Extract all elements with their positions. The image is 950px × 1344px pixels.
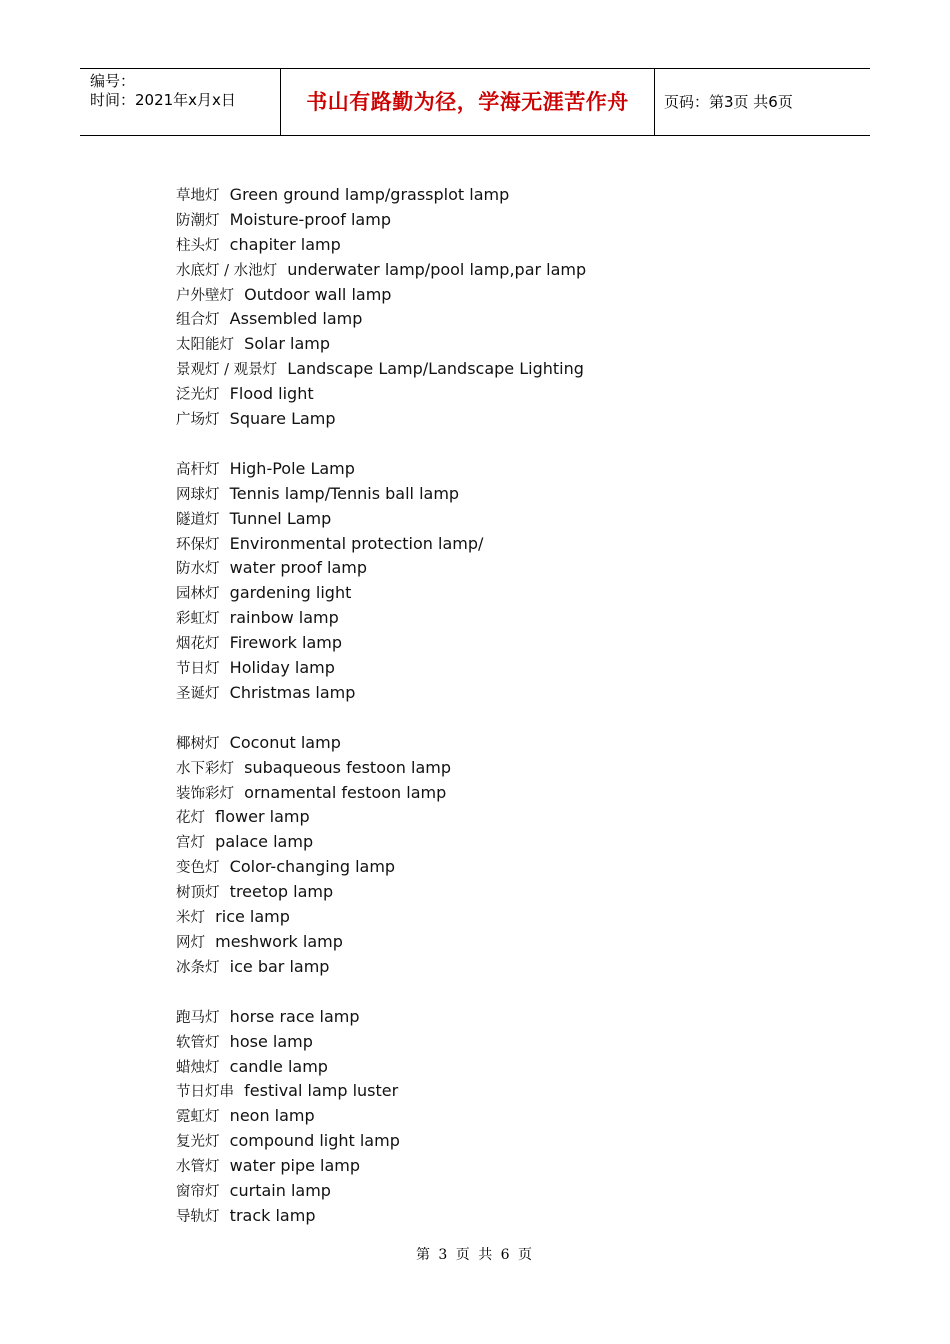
glossary-entry: [176, 357, 776, 382]
glossary-entry: [176, 581, 776, 606]
term-chinese: 节日灯: [176, 661, 220, 678]
glossary-entry: [176, 332, 776, 357]
term-chinese: 广场灯: [176, 412, 220, 429]
term-english: flower lamp: [215, 807, 310, 827]
term-chinese: 宫灯: [176, 835, 205, 852]
term-english: Firework lamp: [229, 633, 343, 653]
glossary-entry: [176, 731, 776, 756]
term-english: horse race lamp: [229, 1006, 360, 1026]
term-english: Assembled lamp: [229, 309, 363, 329]
term-english: Flood light: [229, 384, 314, 404]
glossary-entry: [176, 183, 776, 208]
page-footer: 第 3 页 共 6 页: [415, 1247, 535, 1263]
term-chinese: 椰树灯: [176, 735, 220, 752]
glossary-entry: [176, 1154, 776, 1179]
term-english: Tennis lamp/Tennis ball lamp: [229, 483, 460, 503]
term-english: Moisture-proof lamp: [229, 209, 391, 229]
glossary-entry: [176, 532, 776, 557]
term-english: treetop lamp: [229, 882, 334, 902]
term-chinese: 花灯: [176, 810, 205, 827]
term-english: meshwork lamp: [215, 931, 343, 951]
term-english: High-Pole Lamp: [229, 458, 355, 478]
header-motto: 书山有路勤为径，学海无涯苦作舟: [281, 69, 655, 135]
glossary-entry: [176, 1030, 776, 1055]
term-chinese: 户外壁灯: [176, 287, 234, 304]
term-chinese: 霓虹灯: [176, 1109, 220, 1126]
term-chinese: 窗帘灯: [176, 1183, 220, 1200]
term-chinese: 米灯: [176, 910, 205, 927]
glossary-entry: [176, 880, 776, 905]
glossary-entry: [176, 457, 776, 482]
term-chinese: 高杆灯: [176, 461, 220, 478]
glossary-entry: [176, 1005, 776, 1030]
glossary-entry: [176, 407, 776, 432]
term-chinese: 装饰彩灯: [176, 785, 234, 802]
term-english: ice bar lamp: [229, 956, 330, 976]
term-english: Environmental protection lamp/: [229, 533, 484, 553]
glossary-group: [176, 457, 776, 706]
term-english: curtain lamp: [229, 1180, 331, 1200]
term-chinese: 网球灯: [176, 486, 220, 503]
glossary-entry: [176, 1179, 776, 1204]
page-header: [80, 68, 870, 136]
term-english: chapiter lamp: [229, 234, 341, 254]
glossary-group: [176, 183, 776, 432]
term-english: gardening light: [229, 583, 352, 603]
glossary-entry: [176, 258, 776, 283]
term-chinese: 草地灯: [176, 188, 220, 204]
term-chinese: 软管灯: [176, 1034, 220, 1051]
term-chinese: 太阳能灯: [176, 337, 234, 354]
term-chinese: 网灯: [176, 934, 205, 951]
glossary-entry: [176, 781, 776, 806]
glossary-entry: [176, 631, 776, 656]
glossary-entry: [176, 805, 776, 830]
term-english: track lamp: [229, 1205, 316, 1225]
term-chinese: 树顶灯: [176, 885, 220, 902]
term-english: Solar lamp: [244, 334, 331, 354]
term-english: Green ground lamp/grassplot lamp: [229, 185, 510, 204]
term-chinese: 隧道灯: [176, 511, 220, 528]
term-chinese: 变色灯: [176, 860, 220, 877]
term-english: water proof lamp: [229, 558, 368, 578]
term-chinese: 彩虹灯: [176, 611, 220, 628]
term-english: rice lamp: [215, 907, 290, 927]
glossary-entry: [176, 507, 776, 532]
term-english: Color-changing lamp: [229, 857, 396, 877]
term-chinese: 环保灯: [176, 536, 220, 553]
term-chinese: 水下彩灯: [176, 760, 234, 777]
glossary-entry: [176, 208, 776, 233]
term-english: water pipe lamp: [229, 1156, 361, 1176]
glossary-entry: [176, 656, 776, 681]
glossary-entry: [176, 283, 776, 308]
glossary-entry: [176, 382, 776, 407]
term-english: ornamental festoon lamp: [244, 782, 447, 802]
term-chinese: 防潮灯: [176, 212, 220, 229]
term-chinese: 泛光灯: [176, 387, 220, 404]
term-english: Outdoor wall lamp: [244, 284, 392, 304]
term-chinese: 跑马灯: [176, 1009, 220, 1026]
term-chinese: 复光灯: [176, 1134, 220, 1151]
term-chinese: 导轨灯: [176, 1208, 220, 1225]
term-english: neon lamp: [229, 1106, 315, 1126]
glossary-entry: [176, 756, 776, 781]
glossary-entry: [176, 930, 776, 955]
term-english: rainbow lamp: [229, 608, 339, 628]
glossary-entry: [176, 1055, 776, 1080]
term-english: hose lamp: [229, 1031, 313, 1051]
header-info-cell: [80, 69, 281, 135]
term-english: Tunnel Lamp: [229, 508, 332, 528]
glossary-entry: [176, 1129, 776, 1154]
glossary-entry: [176, 855, 776, 880]
document-date-label: 时间：2021年x月x日: [90, 91, 236, 109]
glossary-entry: [176, 905, 776, 930]
term-english: Landscape Lamp/Landscape Lighting: [287, 359, 584, 379]
term-chinese: 组合灯: [176, 312, 220, 329]
term-english: Square Lamp: [229, 409, 336, 429]
term-chinese: 水底灯 / 水池灯: [176, 262, 278, 279]
term-chinese: 节日灯串: [176, 1084, 234, 1101]
term-chinese: 柱头灯: [176, 237, 220, 254]
glossary-entry: [176, 1079, 776, 1104]
term-chinese: 园林灯: [176, 586, 220, 603]
header-page-label: 页码：第3页 共6页: [664, 93, 793, 111]
term-english: Holiday lamp: [229, 658, 335, 678]
term-english: Christmas lamp: [229, 682, 356, 702]
glossary-entry: [176, 830, 776, 855]
glossary-entry: [176, 606, 776, 631]
glossary-entry: [176, 482, 776, 507]
term-chinese: 景观灯 / 观景灯: [176, 362, 278, 379]
term-chinese: 冰条灯: [176, 959, 220, 976]
glossary-entry: [176, 233, 776, 258]
term-chinese: 烟花灯: [176, 636, 220, 653]
glossary-group: [176, 1005, 776, 1229]
term-english: underwater lamp/pool lamp,par lamp: [287, 259, 587, 279]
term-english: subaqueous festoon lamp: [244, 757, 451, 777]
glossary-entry: [176, 681, 776, 706]
term-english: candle lamp: [229, 1056, 328, 1076]
glossary-entry: [176, 1104, 776, 1129]
glossary-entry: [176, 307, 776, 332]
glossary-list: [176, 183, 776, 1254]
term-english: festival lamp luster: [244, 1081, 399, 1101]
term-chinese: 水管灯: [176, 1159, 220, 1176]
glossary-entry: [176, 1204, 776, 1229]
term-chinese: 圣诞灯: [176, 685, 220, 702]
document-number-label: 编号：: [90, 72, 136, 90]
term-chinese: 蜡烛灯: [176, 1059, 220, 1076]
term-chinese: 防水灯: [176, 561, 220, 578]
glossary-group: [176, 731, 776, 980]
term-english: Coconut lamp: [229, 732, 341, 752]
term-english: compound light lamp: [229, 1131, 400, 1151]
glossary-entry: [176, 556, 776, 581]
glossary-entry: [176, 955, 776, 980]
term-english: palace lamp: [215, 832, 314, 852]
